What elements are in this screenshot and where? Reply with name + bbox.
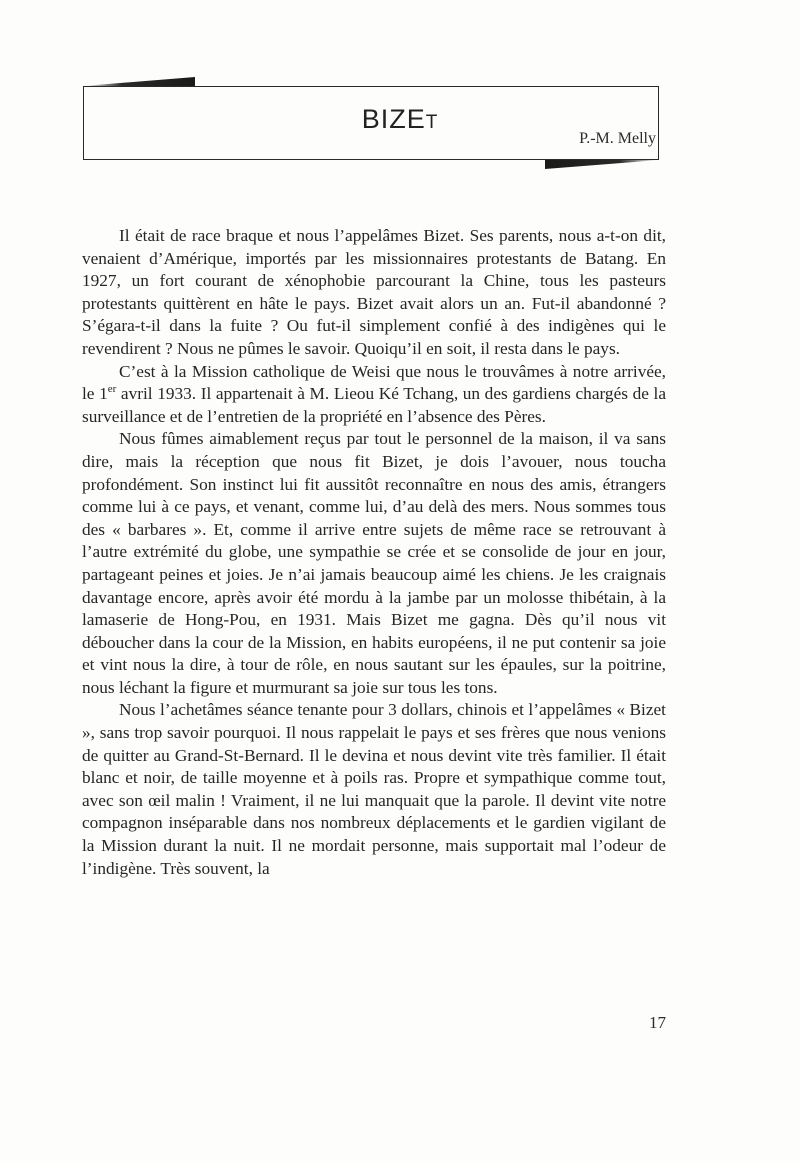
paragraph-2 bbox=[82, 361, 666, 429]
header-decorative-bar-bottom bbox=[545, 160, 659, 169]
paragraph-4: Nous l’achetâmes séance tenante pour 3 dollars, chinois et l’appelâmes « Bizet », sans trop savoir pourquoi. Il nous rappelait le pays et ses frères que nous venions de quitter au Grand-St-Bernard. Il le devina et nous devint vite très familier. Il était blanc et noir, de taille moyenne et à poils ras. Propre et sympathique comme tout, avec son œil malin ! Vraiment, il ne lui manquait que la parole. Il devint vite notre compagnon inséparable dans nos nombreux déplacements et le gardien vigilant de la Mission durant la nuit. Il ne mordait personne, mais supportait mal l’odeur de l’indigène. Très souvent, la bbox=[82, 700, 666, 878]
article-body bbox=[82, 225, 666, 880]
paragraph-3: Nous fûmes aimablement reçus par tout le personnel de la maison, il va sans dire, mais la réception que nous fit Bizet, je dois l’avouer, nous toucha profondément. Son instinct lui fit aussitôt reconnaître en nous des amis, étrangers comme lui à ce pays, et venant, comme lui, d’au delà des mers. Nous sommes tous des « barbares ». Et, comme il arrive entre sujets de même race se retrouvant à l’autre extrémité du globe, une sympathie se crée et se consolide de jour en jour, partageant peines et joies. Je n’ai jamais beaucoup aimé les chiens. Je les craignais davantage encore, après avoir été mordu à la jambe par un molosse thibétain, à la lamaserie de Hong-Pou, en 1931. Mais Bizet me gagna. Dès qu’il nous vit déboucher dans la cour de la Mission, en habits européens, il ne put contenir sa joie et vint nous la dire, à tour de rôle, en nous sautant sur les épaules, sur la poitrine, nous léchant la figure et murmurant sa joie sur tous les tons. bbox=[82, 429, 666, 697]
ordinal-superscript: er bbox=[107, 383, 117, 396]
paragraph-1: Il était de race braque et nous l’appelâmes Bizet. Ses parents, nous a-t-on dit, venaient d’Amérique, importés par les missionnaires protestants de Batang. En 1927, un fort courant de xénophobie parcourant la Chine, tous les pasteurs protestants quittèrent en hâte le pays. Bizet avait alors un an. Fut-il abandonné ? S’égara-t-il dans la fuite ? Ou fut-il simplement confié à des indigènes qui le revendirent ? Nous ne pûmes le savoir. Quoiqu’il en soit, il resta dans le pays. bbox=[82, 226, 666, 358]
paragraph-2-text-start: C’est à la Mission catholique de Weisi que nous le trouvâmes à notre arrivée, le 1 bbox=[82, 361, 666, 404]
article-title: BIZEt bbox=[361, 104, 439, 134]
article-author: P.-M. Melly bbox=[579, 130, 656, 147]
page-number: 17 bbox=[649, 1013, 666, 1032]
paragraph-2-text-end: avril 1933. Il appartenait à M. Lieou Ké Tchang, un des gardiens chargés de la surveillance et de l’entretien de la propriété en l’absence des Pères. bbox=[82, 384, 666, 426]
header-decorative-bar-top bbox=[83, 77, 195, 86]
